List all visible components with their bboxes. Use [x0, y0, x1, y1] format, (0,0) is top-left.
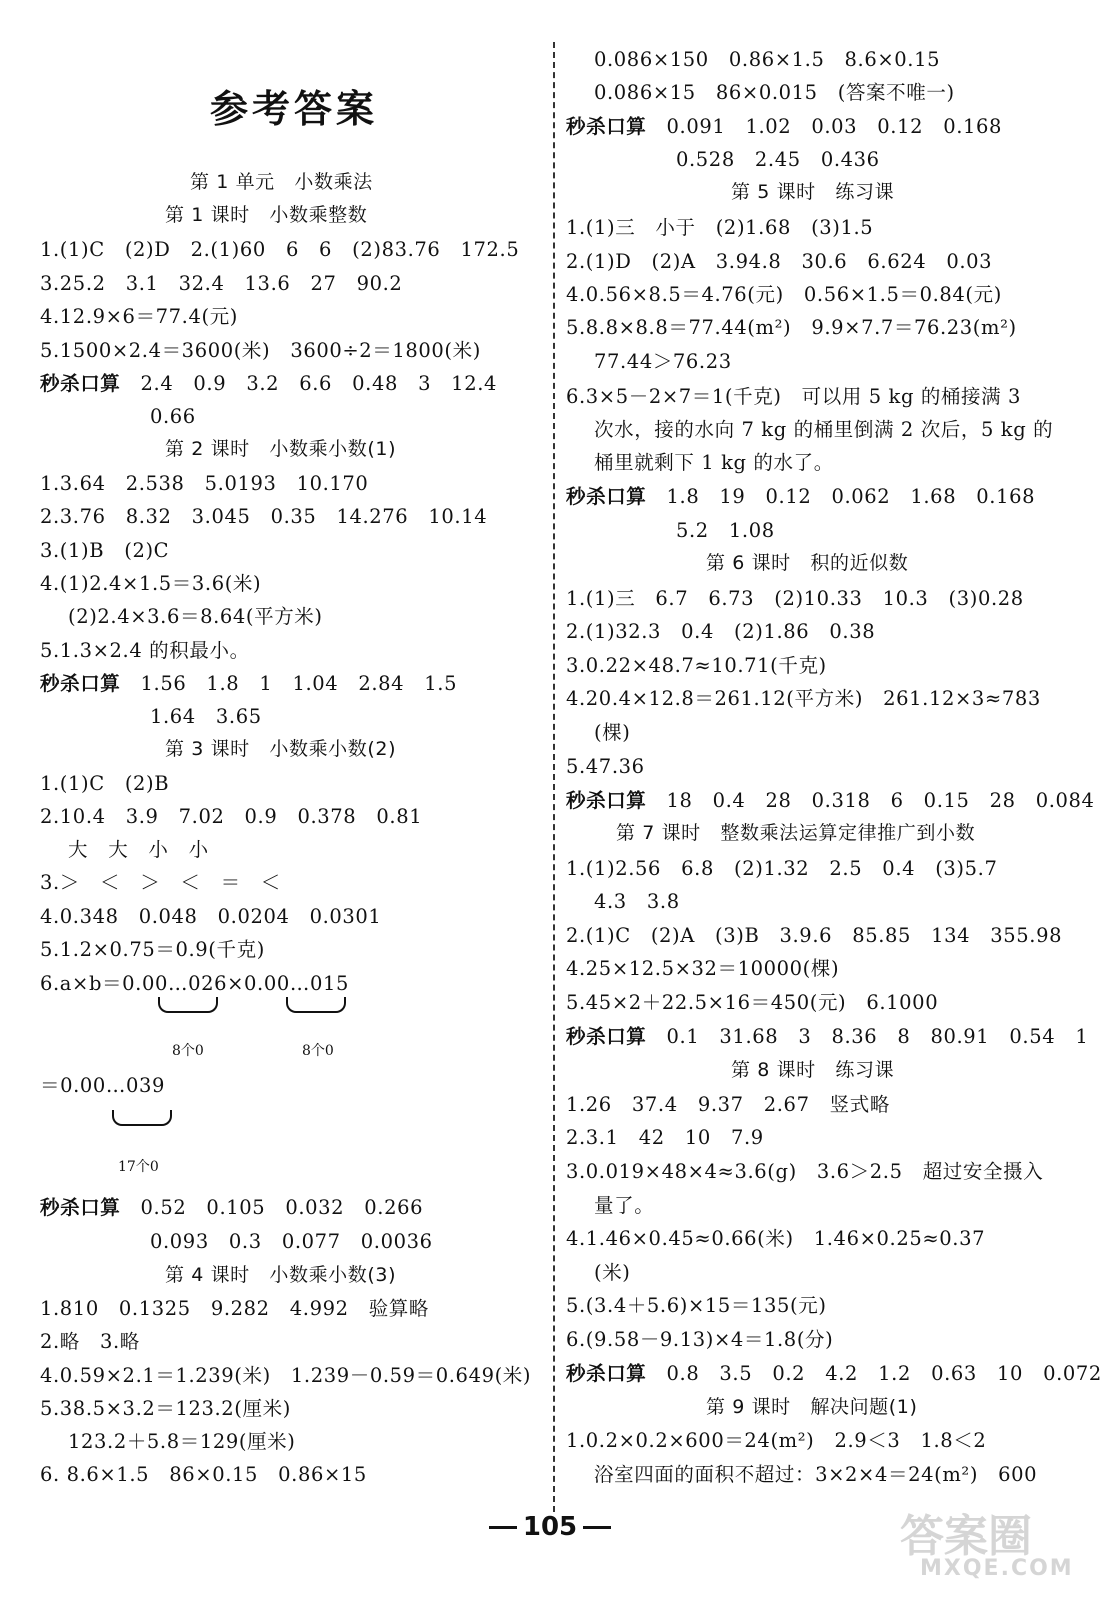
answer-line: 4.0.348 0.048 0.0204 0.0301: [40, 905, 382, 928]
answer-line: 1.0.2×0.2×600＝24(m²) 2.9＜3 1.8＜2: [566, 1429, 987, 1452]
oral-calc-label: 秒杀口算: [566, 115, 647, 138]
brace-label: 8个0: [302, 1043, 334, 1059]
answer-line: 1.3.64 2.538 5.0193 10.170: [40, 472, 369, 495]
oral-calc-label: 秒杀口算: [566, 485, 647, 508]
answer-line: 4.25×12.5×32＝10000(棵): [566, 957, 840, 980]
answer-line: 2.(1)32.3 0.4 (2)1.86 0.38: [566, 620, 876, 643]
answer-line: 1.(1)三 小于 (2)1.68 (3)1.5: [566, 216, 874, 239]
answer-line: 次水，接的水向 7 kg 的桶里倒满 2 次后，5 kg 的: [594, 418, 1054, 441]
answer-line: 2.3.76 8.32 3.045 0.35 14.276 10.14: [40, 505, 488, 528]
watermark-mark: 答案圈: [900, 1511, 1032, 1562]
unit-heading: 第 1 单元 小数乘法: [190, 171, 373, 193]
answer-line: 6. 8.6×1.5 86×0.15 0.86×15: [40, 1463, 367, 1486]
oral-calc-values: 2.4 0.9 3.2 6.6 0.48 3 12.4: [140, 372, 498, 395]
answer-line: 4.0.59×2.1＝1.239(米) 1.239－0.59＝0.649(米): [40, 1364, 532, 1387]
answer-line: 1.26 37.4 9.37 2.67 竖式略: [566, 1093, 890, 1116]
answer-line: 5.(3.4＋5.6)×15＝135(元): [566, 1294, 827, 1317]
page-number-dash: [489, 1526, 517, 1529]
answer-line: 5.1.2×0.75＝0.9(千克): [40, 938, 265, 961]
lesson-heading: 第 8 课时 练习课: [731, 1059, 895, 1081]
answer-line: 3.(1)B (2)C: [40, 539, 170, 562]
page-title: 参考答案: [210, 87, 379, 131]
answer-line: 2.3.1 42 10 7.9: [566, 1126, 764, 1149]
answer-line: 1.(1)C (2)B: [40, 772, 170, 795]
answer-line: 3.0.22×48.7≈10.71(千克): [566, 654, 827, 677]
answer-line: 5.1.3×2.4 的积最小。: [40, 639, 250, 662]
answer-line: 4.20.4×12.8＝261.12(平方米) 261.12×3≈783: [566, 687, 1041, 710]
oral-calc-values: 0.093 0.3 0.077 0.0036: [150, 1230, 433, 1253]
lesson-heading: 第 9 课时 解决问题(1): [706, 1396, 918, 1418]
answer-line: 5.47.36: [566, 755, 645, 778]
oral-calc-values: 5.2 1.08: [676, 519, 775, 542]
oral-calc-values: 0.52 0.105 0.032 0.266: [140, 1196, 424, 1219]
answer-line: 2.(1)C (2)A (3)B 3.9.6 85.85 134 355.98: [566, 924, 1063, 947]
lesson-heading: 第 4 课时 小数乘小数(3): [165, 1264, 397, 1286]
page-number-dash: [583, 1526, 611, 1529]
watermark-logo: [880, 1500, 1080, 1590]
oral-calc-line: [566, 111, 1002, 143]
answer-line: 浴室四面的面积不超过：3×2×4＝24(m²) 600: [594, 1463, 1038, 1486]
answer-line: 3.0.019×48×4≈3.6(g) 3.6＞2.5 超过安全摄入: [566, 1160, 1044, 1183]
brace-label: 17个0: [118, 1159, 159, 1175]
oral-calc-line: [40, 1192, 423, 1224]
answer-line: 5.1500×2.4＝3600(米) 3600÷2＝1800(米): [40, 339, 481, 362]
answer-line: 0.086×15 86×0.015 (答案不唯一): [594, 81, 955, 104]
underbrace: [286, 997, 346, 1013]
answer-line: 大 大 小 小: [68, 838, 209, 861]
answer-line: (2)2.4×3.6＝8.64(平方米): [68, 605, 323, 628]
answer-line: (米): [594, 1261, 631, 1284]
oral-calc-values: 1.8 19 0.12 0.062 1.68 0.168: [666, 485, 1036, 508]
answer-line: 6.(9.58－9.13)×4＝1.8(分): [566, 1328, 834, 1351]
oral-calc-values: 0.66: [150, 405, 196, 428]
oral-calc-label: 秒杀口算: [40, 1196, 121, 1219]
oral-calc-label: 秒杀口算: [566, 789, 647, 812]
oral-calc-label: 秒杀口算: [566, 1362, 647, 1385]
oral-calc-line: [40, 368, 497, 400]
answer-line: 5.45×2＋22.5×16＝450(元) 6.1000: [566, 991, 939, 1014]
lesson-heading: 第 6 课时 积的近似数: [706, 552, 909, 574]
page-number: [480, 1512, 620, 1548]
oral-calc-line: [566, 1021, 1088, 1053]
answer-line: 4.1.46×0.45≈0.66(米) 1.46×0.25≈0.37: [566, 1227, 986, 1250]
answer-line: 4.(1)2.4×1.5＝3.6(米): [40, 572, 262, 595]
oral-calc-line: [566, 785, 1095, 817]
oral-calc-label: 秒杀口算: [40, 672, 121, 695]
answer-line: 1.(1)C (2)D 2.(1)60 6 6 (2)83.76 172.5: [40, 238, 520, 261]
page-number-text: 105: [522, 1512, 578, 1542]
answer-line: 4.12.9×6＝77.4(元): [40, 305, 239, 328]
answer-line: 4.3 3.8: [594, 890, 680, 913]
oral-calc-values: 0.528 2.45 0.436: [676, 148, 880, 171]
oral-calc-line: [566, 1358, 1102, 1390]
answer-line: 2.10.4 3.9 7.02 0.9 0.378 0.81: [40, 805, 423, 828]
watermark-site: MXQE.COM: [920, 1556, 1074, 1581]
lesson-heading: 第 3 课时 小数乘小数(2): [165, 738, 397, 760]
answer-line: 77.44＞76.23: [594, 350, 732, 373]
underbrace: [158, 997, 218, 1013]
answer-line: 2.略 3.略: [40, 1330, 140, 1353]
answer-line: 6.3×5－2×7＝1(千克) 可以用 5 kg 的桶接满 3: [566, 385, 1022, 408]
answer-line: 5.38.5×3.2＝123.2(厘米): [40, 1397, 291, 1420]
answer-line: ＝0.00…039: [40, 1074, 166, 1097]
answer-line: (棵): [594, 721, 631, 744]
answer-line: 2.(1)D (2)A 3.94.8 30.6 6.624 0.03: [566, 250, 993, 273]
oral-calc-line: [40, 668, 457, 700]
lesson-heading: 第 2 课时 小数乘小数(1): [165, 438, 397, 460]
oral-calc-values: 0.8 3.5 0.2 4.2 1.2 0.63 10 0.072: [666, 1362, 1102, 1385]
answer-line: 123.2＋5.8＝129(厘米): [68, 1430, 296, 1453]
oral-calc-values: 0.091 1.02 0.03 0.12 0.168: [666, 115, 1003, 138]
oral-calc-values: 1.56 1.8 1 1.04 2.84 1.5: [140, 672, 458, 695]
answer-line: 0.086×150 0.86×1.5 8.6×0.15: [594, 48, 941, 71]
oral-calc-values: 18 0.4 28 0.318 6 0.15 28 0.084: [666, 789, 1095, 812]
oral-calc-label: 秒杀口算: [566, 1025, 647, 1048]
column-divider: [553, 42, 555, 1512]
answer-line: 1.(1)2.56 6.8 (2)1.32 2.5 0.4 (3)5.7: [566, 857, 998, 880]
lesson-heading: 第 5 课时 练习课: [731, 181, 895, 203]
answer-line: 3.＞ ＜ ＞ ＜ ＝ ＜: [40, 871, 281, 894]
brace-label: 8个0: [172, 1043, 204, 1059]
answer-line: 1.810 0.1325 9.282 4.992 验算略: [40, 1297, 430, 1320]
oral-calc-line: [566, 481, 1035, 513]
lesson-heading: 第 1 课时 小数乘整数: [165, 204, 368, 226]
answer-line: 3.25.2 3.1 32.4 13.6 27 90.2: [40, 272, 403, 295]
oral-calc-values: 0.1 31.68 3 8.36 8 80.91 0.54 1: [666, 1025, 1089, 1048]
answer-line: 4.0.56×8.5＝4.76(元) 0.56×1.5＝0.84(元): [566, 283, 1002, 306]
answer-line: 桶里就剩下 1 kg 的水了。: [594, 451, 834, 474]
answer-line: 1.(1)三 6.7 6.73 (2)10.33 10.3 (3)0.28: [566, 587, 1024, 610]
oral-calc-values: 1.64 3.65: [150, 705, 262, 728]
oral-calc-label: 秒杀口算: [40, 372, 121, 395]
answer-line: 5.8.8×8.8＝77.44(m²) 9.9×7.7＝76.23(m²): [566, 316, 1017, 339]
answer-line: 6.a×b＝0.00…026×0.00…015: [40, 972, 349, 995]
answer-line: 量了。: [594, 1194, 655, 1217]
lesson-heading: 第 7 课时 整数乘法运算定律推广到小数: [616, 822, 976, 844]
underbrace: [112, 1110, 172, 1126]
